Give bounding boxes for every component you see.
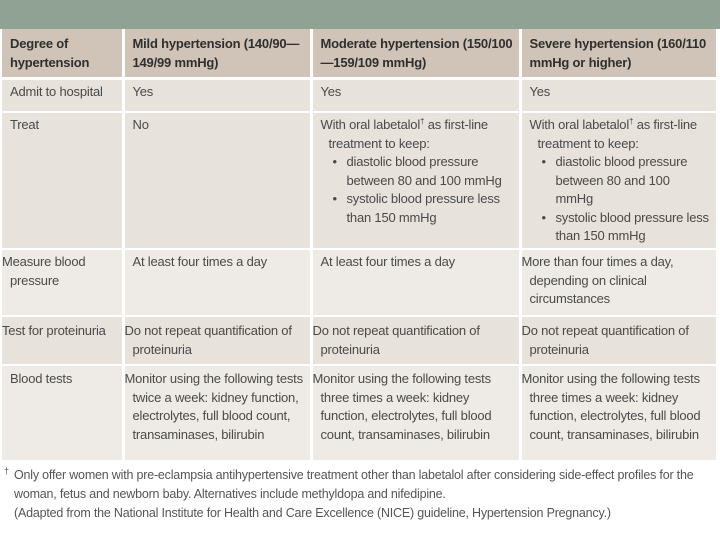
header-degree: Degree of hypertension bbox=[2, 29, 123, 79]
footnote-source: (Adapted from the National Institute for Health and Care Excellence (NICE) guideline, Hypertension Pregnancy.) bbox=[14, 506, 611, 520]
table-row-admit bbox=[2, 79, 716, 113]
treat-moderate-list bbox=[321, 153, 513, 227]
table-row-test bbox=[2, 316, 716, 365]
list-item bbox=[321, 153, 513, 190]
bullet-icon: • bbox=[332, 191, 337, 206]
treat-moderate-intro bbox=[321, 116, 513, 153]
cell-test-mild: Do not repeat quantification of proteinuria bbox=[123, 316, 311, 365]
cell-blood-severe: Monitor using the following tests three times a week: kidney function, electrolytes, full blood count, transaminases, bilirubin bbox=[520, 365, 716, 461]
footnote bbox=[4, 466, 714, 523]
cell-blood-mild: Monitor using the following tests twice a week: kidney function, electrolytes, full blood count, transaminases, bilirubin bbox=[123, 365, 311, 461]
cell-measure-moderate: At least four times a day bbox=[311, 249, 520, 316]
cell-admit-mild: Yes bbox=[123, 79, 311, 113]
row-label-admit: Admit to hospital bbox=[2, 79, 123, 113]
header-moderate: Moderate hypertension (150/100—159/109 mmHg) bbox=[311, 29, 520, 79]
treat-severe-intro bbox=[530, 116, 711, 153]
cell-treat-mild: No bbox=[123, 112, 311, 249]
treat-moderate-intro-text: With oral labetalol bbox=[320, 117, 421, 132]
row-label-measure: Measure blood pressure bbox=[2, 249, 123, 316]
row-label-treat: Treat bbox=[2, 112, 123, 249]
treat-moderate-intro-tail: as first-line treatment to keep: bbox=[328, 117, 488, 151]
list-item bbox=[530, 209, 711, 246]
list-item-text: systolic blood pressure less than 150 mmHg bbox=[555, 209, 709, 243]
row-label-test: Test for proteinuria bbox=[2, 316, 123, 365]
bullet-icon: • bbox=[541, 154, 546, 169]
header-row bbox=[2, 29, 716, 79]
cell-treat-moderate bbox=[311, 112, 520, 249]
dagger-mark: † bbox=[420, 117, 425, 126]
list-item bbox=[530, 153, 711, 209]
cell-admit-severe: Yes bbox=[520, 79, 716, 113]
header-severe: Severe hypertension (160/110 mmHg or higher) bbox=[520, 29, 716, 79]
hypertension-management-table bbox=[2, 29, 716, 462]
cell-measure-mild: At least four times a day bbox=[123, 249, 311, 316]
list-item bbox=[321, 190, 513, 227]
bullet-icon: • bbox=[541, 209, 546, 225]
header-mild: Mild hypertension (140/90—149/99 mmHg) bbox=[123, 29, 311, 79]
cell-blood-moderate: Monitor using the following tests three times a week: kidney function, electrolytes, full blood count, transaminases, bilirubin bbox=[311, 365, 520, 461]
cell-measure-severe: More than four times a day, depending on clinical circumstances bbox=[520, 249, 716, 316]
list-item-text: diastolic blood pressure between 80 and 100 mmHg bbox=[346, 154, 502, 188]
dagger-mark: † bbox=[4, 466, 9, 476]
row-label-blood: Blood tests bbox=[2, 365, 123, 461]
cell-treat-severe bbox=[520, 112, 716, 249]
dagger-mark: † bbox=[629, 117, 634, 126]
footnote-text: Only offer women with pre-eclampsia antihypertensive treatment other than labetalol after considering side-effect profiles for the woman, fetus and newborn baby. Alternatives include methyldopa and nifedipine. bbox=[14, 468, 694, 501]
footnote-text-block bbox=[4, 466, 714, 504]
cell-admit-moderate: Yes bbox=[311, 79, 520, 113]
treat-severe-list bbox=[530, 153, 711, 246]
cell-test-moderate: Do not repeat quantification of proteinuria bbox=[311, 316, 520, 365]
hypertension-table-container bbox=[2, 29, 716, 462]
list-item-text: systolic blood pressure less than 150 mmHg bbox=[346, 191, 500, 225]
table-row-treat bbox=[2, 112, 716, 249]
table-row-measure bbox=[2, 249, 716, 316]
bullet-icon: • bbox=[332, 154, 337, 169]
treat-severe-intro-text: With oral labetalol bbox=[529, 117, 630, 132]
table-row-blood bbox=[2, 365, 716, 461]
cell-test-severe: Do not repeat quantification of proteinuria bbox=[520, 316, 716, 365]
treat-severe-intro-tail: as first-line treatment to keep: bbox=[537, 117, 697, 151]
top-band bbox=[0, 0, 720, 29]
list-item-text: diastolic blood pressure between 80 and 100 mmHg bbox=[555, 154, 688, 206]
